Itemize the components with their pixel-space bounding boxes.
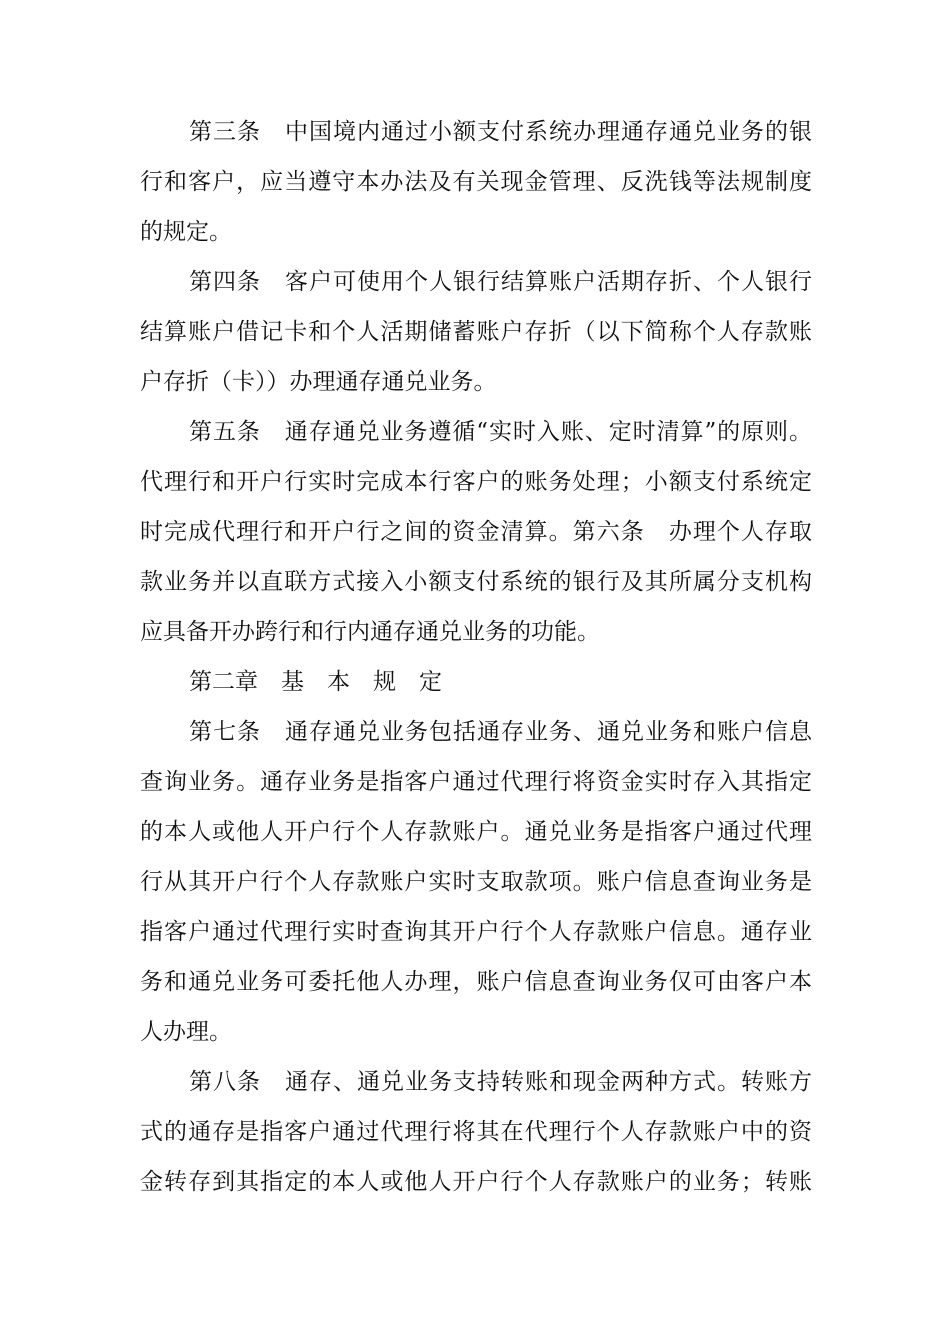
article-8-line-1: 第八条 通存、通兑业务支持转账和现金两种方式。转账方 <box>189 1069 812 1095</box>
article-5-line-2: 代理行和开户行实时完成本行客户的账务处理；小额支付系统定 <box>140 469 812 495</box>
article-8-line-3: 金转存到其指定的本人或他人开户行个人存款账户的业务；转账 <box>140 1169 812 1195</box>
article-6-line-2: 款业务并以直联方式接入小额支付系统的银行及其所属分支机构 <box>140 569 812 595</box>
article-7-line-2: 查询业务。通存业务是指客户通过代理行将资金实时存入其指定 <box>140 769 812 795</box>
article-5-line-1: 第五条 通存通兑业务遵循“实时入账、定时清算”的原则。 <box>189 419 812 445</box>
article-7-line-3: 的本人或他人开户行个人存款账户。通兑业务是指客户通过代理 <box>140 819 812 845</box>
article-7-line-5: 指客户通过代理行实时查询其开户行个人存款账户信息。通存业 <box>140 919 812 945</box>
article-5-line-3: 时完成代理行和开户行之间的资金清算。第六条 办理个人存取 <box>140 519 812 545</box>
article-8-line-2: 式的通存是指客户通过代理行将其在代理行个人存款账户中的资 <box>140 1119 812 1145</box>
chapter-2-heading: 第二章 基 本 规 定 <box>189 669 442 695</box>
article-7-line-4: 行从其开户行个人存款账户实时支取款项。账户信息查询业务是 <box>140 869 812 895</box>
article-3-line-3: 的规定。 <box>140 219 232 245</box>
article-4-line-3: 户存折（卡））办理通存通兑业务。 <box>140 369 497 395</box>
article-4-line-2: 结算账户借记卡和个人活期储蓄账户存折（以下简称个人存款账 <box>140 319 812 345</box>
article-4-line-1: 第四条 客户可使用个人银行结算账户活期存折、个人银行 <box>189 269 812 295</box>
article-7-line-1: 第七条 通存通兑业务包括通存业务、通兑业务和账户信息 <box>189 719 812 745</box>
article-3-line-2: 行和客户，应当遵守本办法及有关现金管理、反洗钱等法规制度 <box>140 169 812 195</box>
article-6-line-3: 应具备开办跨行和行内通存通兑业务的功能。 <box>140 619 600 645</box>
article-3-line-1: 第三条 中国境内通过小额支付系统办理通存通兑业务的银 <box>189 119 812 145</box>
article-7-line-7: 人办理。 <box>140 1019 232 1045</box>
article-7-line-6: 务和通兑业务可委托他人办理，账户信息查询业务仅可由客户本 <box>140 969 812 995</box>
